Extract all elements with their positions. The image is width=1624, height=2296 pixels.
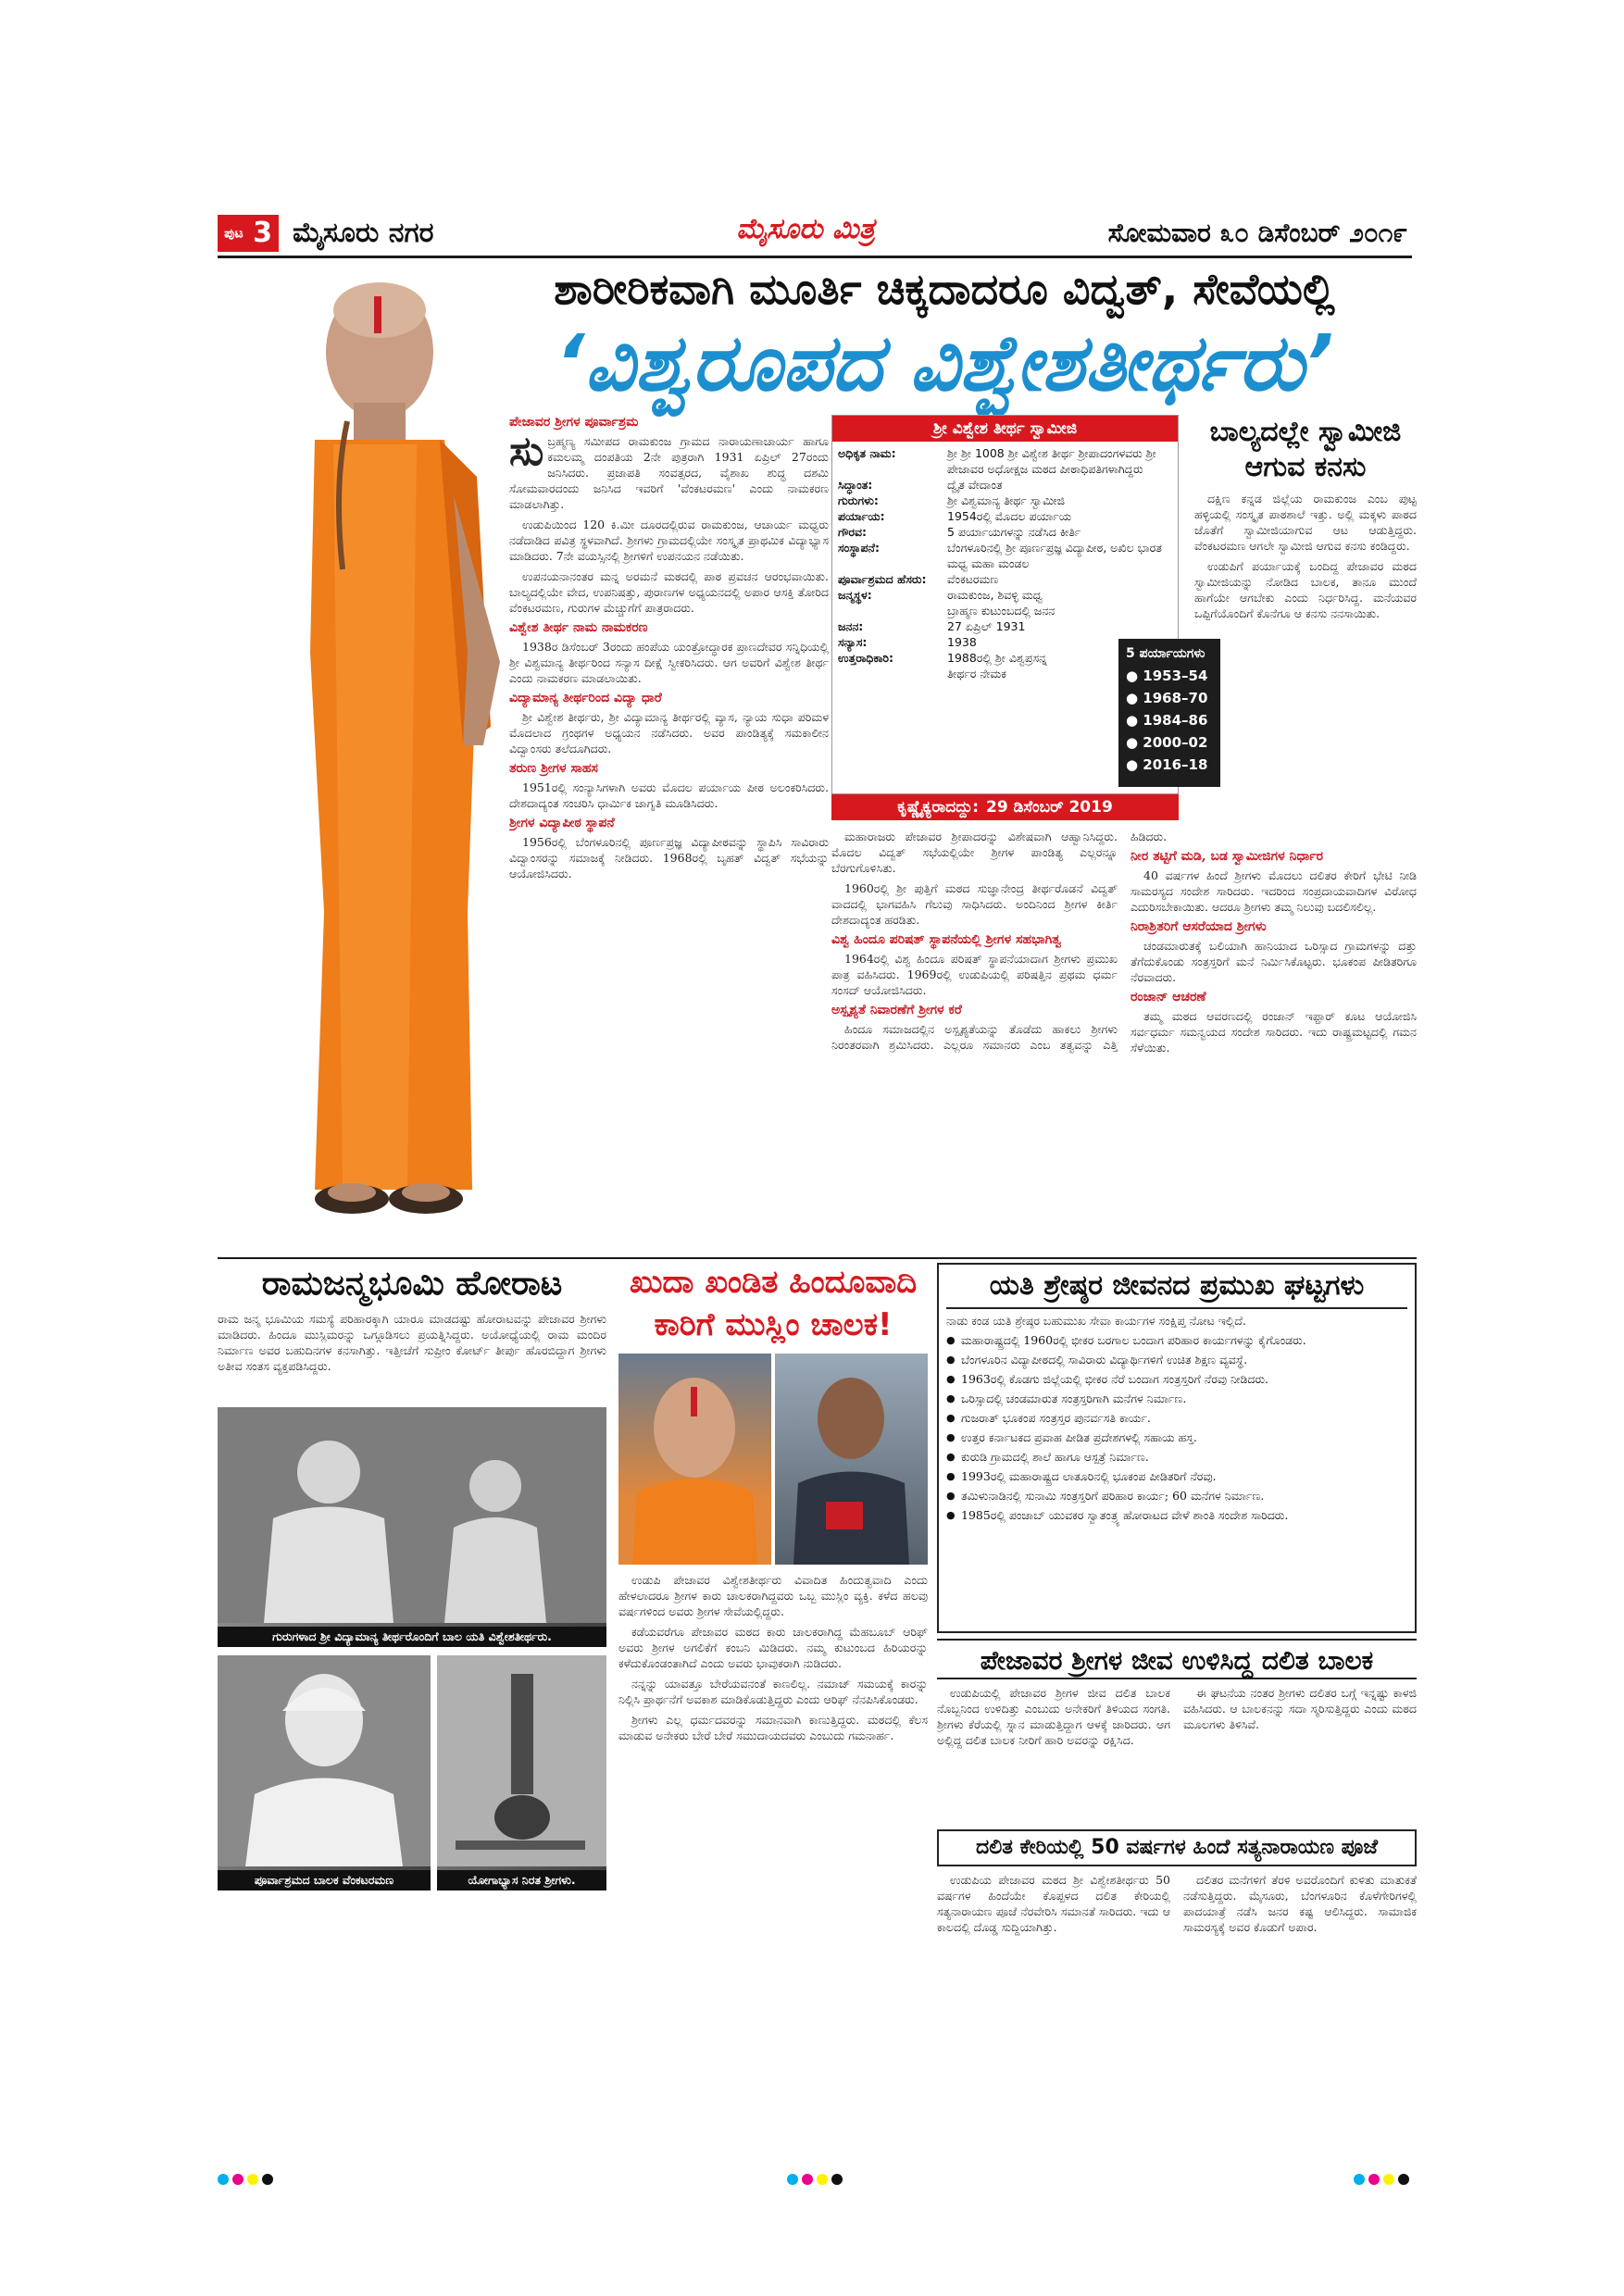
childhood-sub3: ರಂಜಾನ್ ಆಚರಣೆ xyxy=(1131,990,1206,1004)
childhood-title: ಬಾಲ್ಯದಲ್ಲೇ ಸ್ವಾಮೀಜಿ ಆಗುವ ಕನಸು xyxy=(1209,416,1402,483)
infobox-row-value: 5 ಪರ್ಯಾಯಗಳನ್ನು ನಡೆಸಿದ ಕೀರ್ತಿ xyxy=(947,525,1081,539)
guru-disciple-illustration xyxy=(218,1407,606,1623)
demise-date: 29 ಡಿಸೆಂಬರ್ 2019 xyxy=(986,798,1113,817)
guru-disciple-caption: ಗುರುಗಳಾದ ಶ್ರೀ ವಿದ್ಯಾಮಾನ್ಯ ತೀರ್ಥರೊಂದಿಗೆ ಬಾಲ ಯತಿ ವಿಶ್ವೇಶತೀರ್ಥರು. xyxy=(218,1627,606,1647)
childhood-p3: 40 ವರ್ಷಗಳ ಹಿಂದೆ ಶ್ರೀಗಳು ಮೊದಲು ದಲಿತರ ಕೇರಿಗೆ ಭೇಟಿ ನೀಡಿ ಸಾಮರಸ್ಯದ ಸಂದೇಶ ಸಾರಿದರು. ಇದರಿಂದ ಸಂಪ್ರದಾಯವಾದಿಗಳ ವಿರೋಧ ಎದುರಿಸಬೇಕಾಯಿತು. ಆದರೂ ಶ್ರೀಗಳು ತಮ್ಮ ನಿಲುವು ಬದಲಿಸಲಿಲ್ಲ. xyxy=(1131,868,1417,914)
main-sub2: ವಿದ್ಯಾಮಾನ್ಯ ತೀರ್ಥರಿಂದ ವಿದ್ಯಾ ಧಾರೆ xyxy=(509,691,662,705)
infobox-row xyxy=(838,445,1172,477)
swamiji-portrait xyxy=(278,264,509,1245)
dropcap: ಸು xyxy=(509,428,544,475)
infobox-row-value: 1954ರಲ್ಲಿ ಮೊದಲ ಪರ್ಯಾಯ xyxy=(947,509,1072,523)
infobox-row-value: 1938 xyxy=(947,635,977,649)
paryaya-year: ● 1984–86 xyxy=(1126,712,1208,729)
main-sub4: ಶ್ರೀಗಳ ವಿದ್ಯಾಪೀಠ ಸ್ಥಾಪನೆ xyxy=(509,816,615,830)
infobox-row-value: ಶ್ರೀ ವಿಶ್ವಮಾನ್ಯ ತೀರ್ಥ ಸ್ವಾಮೀಜಿ xyxy=(947,493,1066,507)
headline-kicker: ಶಾರೀರಿಕವಾಗಿ ಮೂರ್ತಿ ಚಿಕ್ಕದಾದರೂ ವಿದ್ವತ್, ಸೇವೆಯಲ್ಲಿ xyxy=(554,264,1335,314)
page-number: 3 xyxy=(253,217,272,249)
infobox-row-key: ಉತ್ತರಾಧಿಕಾರಿ: xyxy=(838,651,893,665)
infobox-title: ಶ್ರೀ ವಿಶ್ವೇಶ ತೀರ್ಥ ಸ್ವಾಮೀಜಿ xyxy=(832,416,1178,442)
childhood-p4: ಚಂಡಮಾರುತಕ್ಕೆ ಬಲಿಯಾಗಿ ಹಾನಿಯಾದ ಒರಿಸ್ಸಾದ ಗ್ರಾಮಗಳನ್ನು ದತ್ತು ತೆಗೆದುಕೊಂಡು ಸಂತ್ರಸ್ತರಿಗೆ ಮನೆ ನಿರ್ಮಿಸಿಕೊಟ್ಟರು. ಭೂಕಂಪ ಪೀಡಿತರಿಗೂ ನೆರವಾದರು. xyxy=(1131,939,1417,984)
boy-illustration xyxy=(218,1655,431,1866)
dalit-boy-title: ಪೇಜಾವರ ಶ್ರೀಗಳ ಜೀವ ಉಳಿಸಿದ್ದ ದಲಿತ ಬಾಲಕ xyxy=(937,1639,1417,1679)
milestone-item: ● ಕುರುಡಿ ಗ್ರಾಮದಲ್ಲಿ ಶಾಲೆ ಹಾಗೂ ಆಸ್ಪತ್ರೆ ನಿರ್ಮಾಣ. xyxy=(946,1449,1407,1465)
milestones-list xyxy=(946,1332,1407,1523)
infobox-row-key: ಜನ್ಮಸ್ಥಳ: xyxy=(838,588,872,602)
paryaya-year: ● 2000–02 xyxy=(1126,734,1208,751)
khuda-title: ಖುದಾ ಖಂಡಿತ ಹಿಂದೂವಾದಿ ಕಾರಿಗೆ ಮುಸ್ಲಿಂ ಚಾಲಕ! xyxy=(629,1264,918,1343)
section-divider xyxy=(218,1257,1417,1259)
infobox-row xyxy=(838,508,1172,524)
infobox-row-value: 27 ಏಪ್ರಿಲ್ 1931 xyxy=(947,619,1026,633)
milestone-item: ● ಮಹಾರಾಷ್ಟ್ರದಲ್ಲಿ 1960ರಲ್ಲಿ ಭೀಕರ ಬರಗಾಲ ಬಂದಾಗ ಪರಿಹಾರ ಕಾರ್ಯಗಳನ್ನು ಕೈಗೊಂಡರು. xyxy=(946,1332,1407,1348)
dalit-boy-article xyxy=(937,1685,1417,1824)
boy-venkataramana-photo xyxy=(218,1655,431,1887)
registration-marks-right xyxy=(1354,2171,1446,2184)
ramajanma-p1: ರಾಮ ಜನ್ಮ ಭೂಮಿಯ ಸಮಸ್ಯೆ ಪರಿಹಾರಕ್ಕಾಗಿ ಯಾರೂ ಮಾಡದಷ್ಟು ಹೋರಾಟವನ್ನು ಪೇಜಾವರ ಶ್ರೀಗಳು ಮಾಡಿದರು. ಹಿಂದೂ ಮುಸ್ಲಿಮರನ್ನು ಒಗ್ಗೂಡಿಸಲು ಪ್ರಯತ್ನಿಸಿದ್ದರು. ಅಯೋಧ್ಯೆಯಲ್ಲಿ ರಾಮ ಮಂದಿರ ನಿರ್ಮಾಣ ಅವರ ಬಹುದಿನಗಳ ಕನಸಾಗಿತ್ತು. ಇತ್ತೀಚೆಗೆ ಸುಪ್ರೀಂ ಕೋರ್ಟ್ ತೀರ್ಪು ಹೊರಬಿದ್ದಾಗ ಶ್ರೀಗಳು ಅತೀವ ಸಂತಸ ವ್ಯಕ್ತಪಡಿಸಿದ್ದರು. xyxy=(218,1312,606,1373)
main-sub3: ತರುಣ ಶ್ರೀಗಳ ಸಾಹಸ xyxy=(509,761,598,776)
yoga-illustration xyxy=(437,1655,606,1866)
infobox-row-key: ಸಿದ್ಧಾಂತ: xyxy=(838,478,873,492)
childhood-p1: ದಕ್ಷಿಣ ಕನ್ನಡ ಜಿಲ್ಲೆಯ ರಾಮಕುಂಜ ಎಂಬ ಪುಟ್ಟ ಹಳ್ಳಿಯಲ್ಲಿ ಸಂಸ್ಕೃತ ಪಾಠಶಾಲೆ ಇತ್ತು. ಅಲ್ಲಿ ಮಕ್ಕಳು ಪಾಠದ ಜೊತೆಗೆ ಸ್ವಾಮೀಜಿಯಾಗುವ ಆಟ ಆಡುತ್ತಿದ್ದರು. ವೆಂಕಟರಮಣ ಆಗಲೇ ಸ್ವಾಮೀಜಿ ಆಗುವ ಕನಸು ಕಂಡಿದ್ದರು. xyxy=(1194,492,1417,553)
yoga-photo xyxy=(437,1655,606,1887)
infobox-row-key: ಪೂರ್ವಾಶ್ರಮದ ಹೆಸರು: xyxy=(838,572,927,586)
yoga-caption: ಯೋಗಾಭ್ಯಾಸ ನಿರತ ಶ್ರೀಗಳು. xyxy=(437,1870,606,1890)
khuda-photos xyxy=(618,1354,928,1565)
infobox-demise xyxy=(831,794,1179,820)
lower-p4: ಹಿಂದೂ ಸಮಾಜದಲ್ಲಿನ ಅಸ್ಪೃಶ್ಯತೆಯನ್ನು ತೊಡೆದು ಹಾಕಲು ಶ್ರೀಗಳು ನಿರಂತರವಾಗಿ ಶ್ರಮಿಸಿದರು. ಎಲ್ಲರೂ ಸಮಾನರು ಎಂಬ ತತ್ವವನ್ನು ಎತ್ತಿ ಹಿಡಿದರು. xyxy=(831,830,1168,1052)
milestone-item: ● 1963ರಲ್ಲಿ ಕೊಡಗು ಜಿಲ್ಲೆಯಲ್ಲಿ ಭೀಕರ ನೆರೆ ಬಂದಾಗ ಸಂತ್ರಸ್ತರಿಗೆ ನೆರವು ನೀಡಿದರು. xyxy=(946,1371,1407,1387)
paryaya-year: ● 2016–18 xyxy=(1126,756,1208,773)
infobox-row xyxy=(838,618,1172,634)
page-number-badge xyxy=(218,215,279,252)
main-p7: 1956ರಲ್ಲಿ ಬೆಂಗಳೂರಿನಲ್ಲಿ ಪೂರ್ಣಪ್ರಜ್ಞ ವಿದ್ಯಾಪೀಠವನ್ನು ಸ್ಥಾಪಿಸಿ ಸಾವಿರಾರು ವಿದ್ವಾಂಸರನ್ನು ಸಮಾಜಕ್ಕೆ ನೀಡಿದರು. 1968ರಲ್ಲಿ ಬೃಹತ್ ವಿದ್ವತ್ ಸಭೆಯನ್ನು ಆಯೋಜಿಸಿದರು. xyxy=(509,835,829,880)
swamiji-closeup-photo xyxy=(618,1354,771,1565)
demise-label: ಕೃಷ್ಣೈಕ್ಯರಾದದ್ದು: xyxy=(897,798,980,817)
main-p5: ಶ್ರೀ ವಿಶ್ವೇಶ ತೀರ್ಥರು, ಶ್ರೀ ವಿದ್ಯಾಮಾನ್ಯ ತೀರ್ಥರಲ್ಲಿ ವ್ಯಾಸ, ನ್ಯಾಯ ಸುಧಾ ಪರಿಮಳ ಮೊದಲಾದ ಗ್ರಂಥಗಳ ಅಧ್ಯಯನ ನಡೆಸಿದರು. ಅವರ ಪಾಂಡಿತ್ಯಕ್ಕೆ ಸಮಕಾಲೀನ ವಿದ್ವಾಂಸರು ತಲೆದೂಗಿದರು. xyxy=(509,710,829,755)
milestone-item: ● ಬೆಂಗಳೂರಿನ ವಿದ್ಯಾಪೀಠದಲ್ಲಿ ಸಾವಿರಾರು ವಿದ್ಯಾರ್ಥಿಗಳಿಗೆ ಉಚಿತ ಶಿಕ್ಷಣ ವ್ಯವಸ್ಥೆ. xyxy=(946,1352,1407,1367)
registration-marks-left xyxy=(218,2171,310,2184)
dalit-colony-article xyxy=(937,1872,1417,2103)
milestones-box xyxy=(937,1263,1417,1633)
infobox-row-value: ವೆಂಕಟರಮಣ xyxy=(947,572,999,586)
khuda-article xyxy=(618,1572,928,2165)
childhood-sub1: ನೀರ ತಟ್ಟಿಗೆ ಮಡಿ, ಬಡ ಸ್ವಾಮೀಜಿಗಳ ನಿರ್ಧಾರ xyxy=(1131,849,1324,864)
infobox-row-key: ಅಧಿಕೃತ ನಾಮ: xyxy=(838,446,896,460)
lower-sub2: ಅಸ್ಪೃಶ್ಯತೆ ನಿವಾರಣೆಗೆ ಶ್ರೀಗಳ ಕರೆ xyxy=(831,1003,962,1017)
infobox-row-value: ದ್ವೈತ ವೇದಾಂತ xyxy=(947,478,1003,492)
infobox-row xyxy=(838,571,1172,587)
milestone-item: ● ಗುಜರಾತ್ ಭೂಕಂಪ ಸಂತ್ರಸ್ತರ ಪುನರ್ವಸತಿ ಕಾರ್ಯ. xyxy=(946,1410,1407,1426)
paryaya-year: ● 1968–70 xyxy=(1126,690,1208,706)
driver-illustration xyxy=(775,1354,928,1565)
paryaya-title: 5 ಪರ್ಯಾಯಗಳು xyxy=(1126,646,1206,661)
lower-middle-article xyxy=(831,829,1417,1250)
dalit-boy-p1: ಉಡುಪಿಯಲ್ಲಿ ಪೇಜಾವರ ಶ್ರೀಗಳ ಜೀವ ದಲಿತ ಬಾಲಕ ನೊಬ್ಬನಿಂದ ಉಳಿದಿತ್ತು ಎಂಬುದು ಅನೇಕರಿಗೆ ತಿಳಿಯದ ಸಂಗತಿ. ಶ್ರೀಗಳು ಕೆರೆಯಲ್ಲಿ ಸ್ನಾನ ಮಾಡುತ್ತಿದ್ದಾಗ ಆಳಕ್ಕೆ ಜಾರಿದರು. ಆಗ ಅಲ್ಲಿದ್ದ ದಲಿತ ಬಾಲಕ ನೀರಿಗೆ ಹಾರಿ ಅವರನ್ನು ರಕ್ಷಿಸಿದ. xyxy=(937,1686,1170,1747)
infobox-row-value: 1988ರಲ್ಲಿ ಶ್ರೀ ವಿಶ್ವಪ್ರಸನ್ನ ತೀರ್ಥರ ನೇಮಕ xyxy=(947,651,1047,680)
khuda-p1: ಉಡುಪಿ ಪೇಜಾವರ ವಿಶ್ವೇಶತೀರ್ಥರು ವಿವಾದಿತ ಹಿಂದುತ್ವವಾದಿ ಎಂದು ಹೇಳಲಾದರೂ ಶ್ರೀಗಳ ಕಾರು ಚಾಲಕರಾಗಿದ್ದವರು ಒಬ್ಬ ಮುಸ್ಲಿಂ ವ್ಯಕ್ತಿ. ಕಳೆದ ಹಲವು ವರ್ಷಗಳಿಂದ ಅವರು ಶ್ರೀಗಳ ಸೇವೆಯಲ್ಲಿದ್ದರು. xyxy=(618,1573,928,1618)
infobox-row-key: ಸಂಸ್ಥಾಪನೆ: xyxy=(838,541,880,555)
childhood-p5: ತಮ್ಮ ಮಠದ ಆವರಣದಲ್ಲಿ ರಂಜಾನ್ ಇಫ್ತಾರ್ ಕೂಟ ಆಯೋಜಿಸಿ ಸರ್ವಧರ್ಮ ಸಮನ್ವಯದ ಸಂದೇಶ ಸಾರಿದರು. ಇದು ರಾಷ್ಟ್ರಮಟ್ಟದಲ್ಲಿ ಗಮನ ಸೆಳೆಯಿತು. xyxy=(1131,1009,1417,1054)
swamiji-closeup-illustration xyxy=(618,1354,771,1565)
infobox-row xyxy=(838,477,1172,493)
infobox-row-value: ಬೆಂಗಳೂರಿನಲ್ಲಿ ಶ್ರೀ ಪೂರ್ಣಪ್ರಜ್ಞ ವಿದ್ಯಾಪೀಠ, ಅಖಿಲ ಭಾರತ ಮಧ್ವ ಮಹಾ ಮಂಡಲ xyxy=(947,541,1162,570)
infobox-row-key: ಗೌರವ: xyxy=(838,525,868,539)
infobox-row-key: ಜನನ: xyxy=(838,619,864,633)
lower-p3: 1964ರಲ್ಲಿ ವಿಶ್ವ ಹಿಂದೂ ಪರಿಷತ್ ಸ್ಥಾಪನೆಯಾದಾಗ ಶ್ರೀಗಳು ಪ್ರಮುಖ ಪಾತ್ರ ವಹಿಸಿದರು. 1969ರಲ್ಲಿ ಉಡುಪಿಯಲ್ಲಿ ಪರಿಷತ್ತಿನ ಪ್ರಥಮ ಧರ್ಮ ಸಂಸದ್ ಆಯೋಜಿಸಿದರು. xyxy=(831,952,1118,997)
issue-date: ಸೋಮವಾರ ೩೦ ಡಿಸೆಂಬರ್ ೨೦೧೯ xyxy=(1107,218,1407,248)
infobox-row xyxy=(838,493,1172,508)
newspaper-name: ಮೈಸೂರು ಮಿತ್ರ xyxy=(736,213,875,245)
masthead-rule xyxy=(218,256,1412,258)
lower-p2: 1960ರಲ್ಲಿ ಶ್ರೀ ಪುತ್ತಿಗೆ ಮಠದ ಸುಜ್ಞಾನೇಂದ್ರ ತೀರ್ಥರೊಡನೆ ವಿದ್ವತ್ ವಾದದಲ್ಲಿ ಭಾಗವಹಿಸಿ ಗೆಲುವು ಸಾಧಿಸಿದರು. ಅಂದಿನಿಂದ ಶ್ರೀಗಳ ಕೀರ್ತಿ ದೇಶದಾದ್ಯಂತ ಹರಡಿತು. xyxy=(831,881,1118,927)
swamiji-figure-illustration xyxy=(278,264,509,1245)
driver-photo xyxy=(775,1354,928,1565)
main-p4: 1938ರ ಡಿಸೆಂಬರ್ 3ರಂದು ಹಂಪೆಯ ಯಂತ್ರೋದ್ಧಾರಕ ಪ್ರಾಣದೇವರ ಸನ್ನಿಧಿಯಲ್ಲಿ ಶ್ರೀ ವಿಶ್ವಮಾನ್ಯ ತೀರ್ಥರಿಂದ ಸನ್ಯಾಸ ದೀಕ್ಷೆ ಸ್ವೀಕರಿಸಿದರು. ಆಗ ಅವರಿಗೆ ವಿಶ್ವೇಶ ತೀರ್ಥ ಎಂದು ನಾಮಕರಣ ಮಾಡಲಾಯಿತು. xyxy=(509,640,829,685)
milestone-item: ● ತಮಿಳುನಾಡಿನಲ್ಲಿ ಸುನಾಮಿ ಸಂತ್ರಸ್ತರಿಗೆ ಪರಿಹಾರ ಕಾರ್ಯ; 60 ಮನೆಗಳ ನಿರ್ಮಾಣ. xyxy=(946,1488,1407,1504)
infobox-row-value: ಶ್ರೀ ಶ್ರೀ 1008 ಶ್ರೀ ವಿಶ್ವೇಶ ತೀರ್ಥ ಶ್ರೀಪಾದಂಗಳವರು ಶ್ರೀ ಪೇಜಾವರ ಅಧೋಕ್ಷಜ ಮಠದ ಪೀಠಾಧಿಪತಿಗಳಾಗಿದ್ದರು xyxy=(947,446,1156,476)
childhood-sub2: ನಿರಾಶ್ರಿತರಿಗೆ ಆಸರೆಯಾದ ಶ್ರೀಗಳು xyxy=(1131,919,1267,934)
main-p6: 1951ರಲ್ಲಿ ಸಂನ್ಯಾಸಿಗಳಾಗಿ ಅವರು ಮೊದಲ ಪರ್ಯಾಯ ಪೀಠ ಅಲಂಕರಿಸಿದರು. ದೇಶದಾದ್ಯಂತ ಸಂಚರಿಸಿ ಧಾರ್ಮಿಕ ಜಾಗೃತಿ ಮೂಡಿಸಿದರು. xyxy=(509,780,829,810)
ramajanma-title: ರಾಮಜನ್ಮಭೂಮಿ ಹೋರಾಟ xyxy=(261,1265,563,1303)
lower-sub1: ವಿಶ್ವ ಹಿಂದೂ ಪರಿಷತ್ ಸ್ಥಾಪನೆಯಲ್ಲಿ ಶ್ರೀಗಳ ಸಹಭಾಗಿತ್ವ xyxy=(831,932,1062,947)
infobox-row xyxy=(838,587,1172,618)
infobox-row-value: ರಾಮಕುಂಜ, ಶಿವಳ್ಳಿ ಮಧ್ವ ಬ್ರಾಹ್ಮಣ ಕುಟುಂಬದಲ್ಲಿ ಜನನ xyxy=(947,588,1056,618)
infobox-row xyxy=(838,524,1172,540)
khuda-p4: ಶ್ರೀಗಳು ಎಲ್ಲ ಧರ್ಮದವರನ್ನು ಸಮಾನವಾಗಿ ಕಾಣುತ್ತಿದ್ದರು. ಮಠದಲ್ಲಿ ಕೆಲಸ ಮಾಡುವ ಅನೇಕರು ಬೇರೆ ಬೇರೆ ಸಮುದಾಯದವರು ಎಂಬುದು ಗಮನಾರ್ಹ. xyxy=(618,1713,928,1742)
registration-marks-center xyxy=(787,2171,880,2184)
milestones-title: ಯತಿ ಶ್ರೇಷ್ಠರ ಜೀವನದ ಪ್ರಮುಖ ಘಟ್ಟಗಳು xyxy=(946,1265,1407,1309)
main-p3: ಉಪನಯನಾನಂತರ ಮನ್ನ ಅರಮನೆ ಮಠದಲ್ಲಿ ಪಾಠ ಪ್ರವಚನ ಆರಂಭವಾಯಿತು. ಬಾಲ್ಯದಲ್ಲಿಯೇ ವೇದ, ಉಪನಿಷತ್ತು, ಪುರಾಣಗಳ ಅಧ್ಯಯನದಲ್ಲಿ ಅಪಾರ ಆಸಕ್ತಿ ತೋರಿದ ವೆಂಕಟರಮಣ, ಗುರುಗಳ ಮೆಚ್ಚುಗೆಗೆ ಪಾತ್ರರಾದರು. xyxy=(509,569,829,615)
main-sub1: ವಿಶ್ವೇಶ ತೀರ್ಥ ನಾಮ ನಾಮಕರಣ xyxy=(509,620,648,635)
main-p2: ಉಡುಪಿಯಿಂದ 120 ಕಿ.ಮೀ ದೂರದಲ್ಲಿರುವ ರಾಮಕುಂಜ, ಆಚಾರ್ಯ ಮಧ್ವರು ನಡೆದಾಡಿದ ಪವಿತ್ರ ಸ್ಥಳವಾಗಿದೆ. ಶ್ರೀಗಳು ಗ್ರಾಮದಲ್ಲಿಯೇ ಸಂಸ್ಕೃತ ಪ್ರಾಥಮಿಕ ವಿದ್ಯಾಭ್ಯಾಸ ಮಾಡಿದರು. 7ನೇ ವಯಸ್ಸಿನಲ್ಲಿ ಶ್ರೀಗಳಿಗೆ ಉಪನಯನ ನಡೆಯಿತು. xyxy=(509,518,829,563)
infobox-row-key: ಗುರುಗಳು: xyxy=(838,493,879,507)
khuda-p2: ಕಡೆಯವರೆಗೂ ಪೇಜಾವರ ಮಠದ ಕಾರು ಚಾಲಕರಾಗಿದ್ದ ಮೆಹಬೂಬ್ ಆರಿಫ್ ಅವರು ಶ್ರೀಗಳ ಅಗಲಿಕೆಗೆ ಕಂಬನಿ ಮಿಡಿದರು. ನಮ್ಮ ಕುಟುಂಬದ ಹಿರಿಯರನ್ನು ಕಳೆದುಕೊಂಡಂತಾಗಿದೆ ಎಂದು ಅವರು ಭಾವುಕರಾಗಿ ನುಡಿದರು. xyxy=(618,1625,928,1670)
dalit-boy-p2: ಈ ಘಟನೆಯ ನಂತರ ಶ್ರೀಗಳು ದಲಿತರ ಬಗ್ಗೆ ಇನ್ನಷ್ಟು ಕಾಳಜಿ ವಹಿಸಿದರು. ಆ ಬಾಲಕನನ್ನು ಸದಾ ಸ್ಮರಿಸುತ್ತಿದ್ದರು ಎಂದು ಮಠದ ಮೂಲಗಳು ತಿಳಿಸಿವೆ. xyxy=(1183,1686,1417,1731)
boy-caption: ಪೂರ್ವಾಶ್ರಮದ ಬಾಲಕ ವೆಂಕಟರಮಣ xyxy=(218,1870,431,1890)
infobox-row-key: ಪರ್ಯಾಯ: xyxy=(838,509,885,523)
paryaya-year: ● 1953–54 xyxy=(1126,668,1208,684)
headline-main: ‘ವಿಶ್ವರೂಪದ ವಿಶ್ವೇಶತೀರ್ಥರು’ xyxy=(555,318,1334,408)
guru-disciple-photo xyxy=(218,1407,606,1643)
dalit-colony-p1: ಉಡುಪಿಯ ಪೇಜಾವರ ಮಠದ ಶ್ರೀ ವಿಶ್ವೇಶತೀರ್ಥರು 50 ವರ್ಷಗಳ ಹಿಂದೆಯೇ ಕೊಪ್ಪಳದ ದಲಿತ ಕೇರಿಯಲ್ಲಿ ಸತ್ಯನಾರಾಯಣ ಪೂಜೆ ನೆರವೇರಿಸಿ ಸಮಾನತೆ ಸಾರಿದರು. ಇದು ಆ ಕಾಲದಲ್ಲಿ ದೊಡ್ಡ ಸುದ್ದಿಯಾಗಿತ್ತು. xyxy=(937,1873,1170,1934)
milestone-item: ● 1993ರಲ್ಲಿ ಮಹಾರಾಷ್ಟ್ರದ ಲಾತೂರಿನಲ್ಲಿ ಭೂಕಂಪ ಪೀಡಿತರಿಗೆ ನೆರವು. xyxy=(946,1468,1407,1484)
main-article-kicker: ಪೇಜಾವರ ಶ್ರೀಗಳ ಪೂರ್ವಾಶ್ರಮ xyxy=(509,415,639,430)
main-p1: ಬ್ರಹ್ಮಣ್ಯ ಸಮೀಪದ ರಾಮಕುಂಜ ಗ್ರಾಮದ ನಾರಾಯಣಾಚಾರ್ಯ ಹಾಗೂ ಕಮಲಮ್ಮ ದಂಪತಿಯ 2ನೇ ಪುತ್ರರಾಗಿ 1931 ಏಪ್ರಿಲ್ 27ರಂದು ಜನಿಸಿದರು. ಪ್ರಜಾಪತಿ ಸಂವತ್ಸರದ, ವೈಶಾಖ ಶುದ್ಧ ದಶಮಿ ಸೋಮವಾರದಂದು ಜನಿಸಿದ ಇವರಿಗೆ 'ವೆಂಕಟರಮಣ' ಎಂದು ನಾಮಕರಣ ಮಾಡಲಾಗಿತ್ತು. xyxy=(509,434,829,511)
milestone-item: ● 1985ರಲ್ಲಿ ಪಂಜಾಬ್ ಯುವಕರ ಸ್ವಾತಂತ್ರ್ಯ ಹೋರಾಟದ ವೇಳೆ ಶಾಂತಿ ಸಂದೇಶ ಸಾರಿದರು. xyxy=(946,1507,1407,1523)
dalit-colony-p2: ದಲಿತರ ಮನೆಗಳಿಗೆ ತೆರಳಿ ಅವರೊಂದಿಗೆ ಕುಳಿತು ಮಾತುಕತೆ ನಡೆಸುತ್ತಿದ್ದರು. ಮೈಸೂರು, ಬೆಂಗಳೂರಿನ ಕೊಳೆಗೇರಿಗಳಲ್ಲಿ ಪಾದಯಾತ್ರೆ ನಡೆಸಿ ಜನರ ಕಷ್ಟ ಆಲಿಸಿದ್ದರು. ಸಾಮಾಜಿಕ ಸಾಮರಸ್ಯಕ್ಕೆ ಅವರ ಕೊಡುಗೆ ಅಪಾರ. xyxy=(1183,1873,1417,1934)
dalit-colony-title: ದಲಿತ ಕೇರಿಯಲ್ಲಿ 50 ವರ್ಷಗಳ ಹಿಂದೆ ಸತ್ಯನಾರಾಯಣ ಪೂಜೆ xyxy=(937,1829,1417,1866)
infobox-row-key: ಸನ್ಯಾಸ: xyxy=(838,635,868,649)
khuda-p3: ನನ್ನನ್ನು ಯಾವತ್ತೂ ಬೇರೆಯವನಂತೆ ಕಾಣಲಿಲ್ಲ. ನಮಾಜ್ ಸಮಯಕ್ಕೆ ಕಾರನ್ನು ನಿಲ್ಲಿಸಿ ಪ್ರಾರ್ಥನೆಗೆ ಅವಕಾಶ ಮಾಡಿಕೊಡುತ್ತಿದ್ದರು ಎಂದು ಆರಿಫ್ ನೆನಪಿಸಿಕೊಂಡರು. xyxy=(618,1677,928,1706)
milestones-intro: ನಾಡು ಕಂಡ ಯತಿ ಶ್ರೇಷ್ಠರ ಬಹುಮುಖ ಸೇವಾ ಕಾರ್ಯಗಳ ಸಂಕ್ಷಿಪ್ತ ನೋಟ ಇಲ್ಲಿದೆ. xyxy=(946,1314,1246,1328)
section-name: ಮೈಸೂರು ನಗರ xyxy=(293,217,434,249)
childhood-p2: ಉಡುಪಿಗೆ ಪರ್ಯಾಯಕ್ಕೆ ಬಂದಿದ್ದ ಪೇಜಾವರ ಮಠದ ಸ್ವಾಮೀಜಿಯನ್ನು ನೋಡಿದ ಬಾಲಕ, ತಾನೂ ಮುಂದೆ ಹಾಗೆಯೇ ಆಗಬೇಕು ಎಂದು ನಿರ್ಧರಿಸಿದ್ದ. ಮನೆಯವರ ಒಪ್ಪಿಗೆಯೊಂದಿಗೆ ಕೊನೆಗೂ ಆ ಕನಸು ನನಸಾಯಿತು. xyxy=(1194,559,1417,620)
infobox-row xyxy=(838,540,1172,571)
ramajanma-article xyxy=(218,1311,606,1400)
page-label: ಪುಟ xyxy=(224,226,244,242)
milestone-item: ● ಉತ್ತರ ಕರ್ನಾಟಕದ ಪ್ರವಾಹ ಪೀಡಿತ ಪ್ರದೇಶಗಳಲ್ಲಿ ಸಹಾಯ ಹಸ್ತ. xyxy=(946,1429,1407,1445)
milestone-item: ● ಒರಿಸ್ಸಾದಲ್ಲಿ ಚಂಡಮಾರುತ ಸಂತ್ರಸ್ತರಿಗಾಗಿ ಮನೆಗಳ ನಿರ್ಮಾಣ. xyxy=(946,1391,1407,1406)
lower-p1: ಮಹಾರಾಜರು ಪೇಜಾವರ ಶ್ರೀಪಾದರನ್ನು ವಿಶೇಷವಾಗಿ ಆಹ್ವಾನಿಸಿದ್ದರು. ಮೊದಲ ವಿದ್ವತ್ ಸಭೆಯಲ್ಲಿಯೇ ಶ್ರೀಗಳ ಪಾಂಡಿತ್ಯ ಎಲ್ಲರನ್ನೂ ಬೆರಗುಗೊಳಿಸಿತು. xyxy=(831,830,1118,875)
